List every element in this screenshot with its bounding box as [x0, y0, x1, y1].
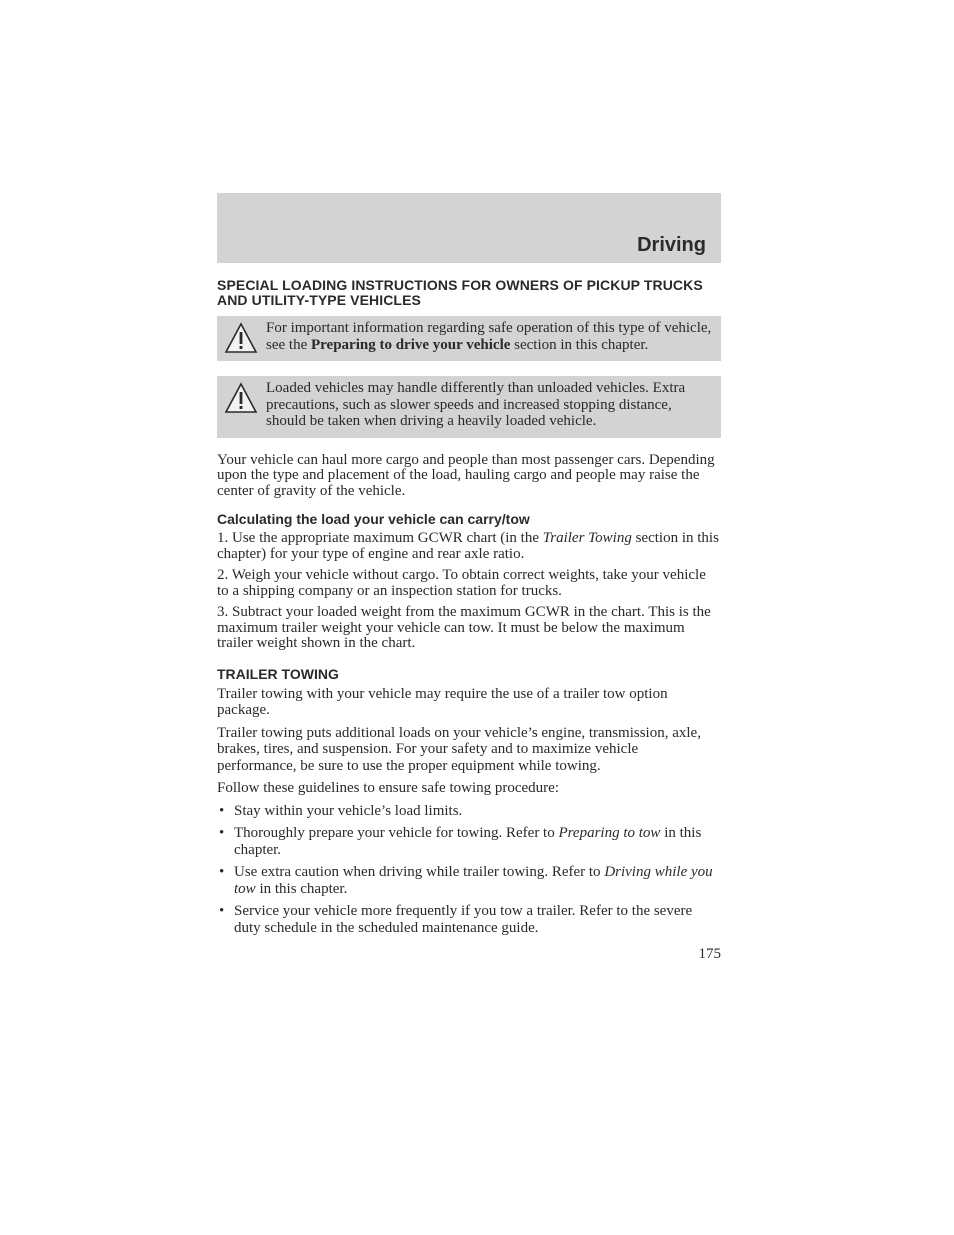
chapter-header-band: [217, 193, 721, 263]
intro-paragraph: Your vehicle can haul more cargo and people than most passenger cars. Depending upon the type and placement of the load, hauling cargo and people may raise the center of gravity of the vehicle.: [217, 451, 715, 499]
warning-box-2: [217, 376, 721, 438]
list-item-reference: Driving while you tow: [234, 864, 713, 897]
list-item-text: Service your vehicle more frequently if you tow a trailer. Refer to the severe duty schedule in the scheduled maintenance guide.: [234, 903, 693, 936]
calc-step-1-text: 1. Use the appropriate maximum GCWR chart (in the: [217, 530, 543, 546]
bullet-icon: •: [219, 825, 225, 841]
list-item: [217, 864, 721, 897]
manual-page: [217, 193, 721, 963]
list-item-text: Stay within your vehicle’s load limits.: [234, 802, 463, 819]
warning-triangle-icon: [224, 322, 258, 356]
list-item: [217, 903, 721, 936]
calc-step-1-text-end: section in this chapter) for your type of engine and rear axle ratio.: [217, 530, 719, 562]
bullet-icon: •: [219, 864, 225, 880]
warning-box-1: [217, 316, 721, 361]
towing-paragraph-1: Trailer towing with your vehicle may require the use of a trailer tow option package.: [217, 685, 668, 718]
warning-text: For important information regarding safe operation of this type of vehicle, see the: [266, 320, 712, 353]
bullet-icon: •: [219, 802, 225, 819]
warning-text-end: section in this chapter.: [510, 336, 649, 353]
list-item-reference: Preparing to tow: [558, 825, 661, 841]
chapter-title: Driving: [637, 234, 706, 256]
calc-step-3: 3. Subtract your loaded weight from the maximum GCWR in the chart. This is the maximum trailer weight your vehicle can tow. It must be below the maximum trailer weight shown in the chart.: [217, 604, 711, 651]
bullet-icon: •: [219, 903, 225, 919]
towing-paragraph-3: Follow these guidelines to ensure safe towing procedure:: [217, 780, 559, 796]
calc-section-title: Calculating the load your vehicle can carry/tow: [217, 511, 530, 527]
list-item-text: Use extra caution when driving while trailer towing. Refer to: [234, 864, 605, 880]
warning-text: Loaded vehicles may handle differently than unloaded vehicles. Extra precautions, such as slower speeds and increased stopping distance, should be taken when driving a heavily loaded vehicle.: [266, 380, 686, 429]
warning-reference: Preparing to drive your vehicle: [310, 336, 511, 353]
list-item-text-end: in this chapter.: [255, 880, 348, 897]
towing-section-title: TRAILER TOWING: [217, 665, 339, 682]
towing-guidelines-list: [217, 803, 721, 937]
calc-step-2: 2. Weigh your vehicle without cargo. To obtain correct weights, take your vehicle to a shipping company or an inspection station for trucks.: [217, 567, 706, 599]
calc-step-1: [217, 531, 721, 562]
towing-paragraph-2: Trailer towing puts additional loads on your vehicle’s engine, transmission, axle, brakes, tires, and suspension. For your safety and to maximize vehicle performance, be sure to use the proper equipment while towing.: [217, 724, 701, 774]
page-number: 175: [698, 946, 721, 962]
list-item-text-end: in this chapter.: [234, 825, 702, 858]
list-item: [217, 803, 721, 820]
list-item-text: Thoroughly prepare your vehicle for towing. Refer to: [234, 825, 559, 841]
list-item: [217, 825, 721, 858]
section-title: SPECIAL LOADING INSTRUCTIONS FOR OWNERS OF PICKUP TRUCKS AND UTILITY-TYPE VEHICLES: [217, 277, 703, 308]
calc-step-1-reference: Trailer Towing: [542, 530, 632, 546]
warning-triangle-icon: [224, 382, 258, 416]
